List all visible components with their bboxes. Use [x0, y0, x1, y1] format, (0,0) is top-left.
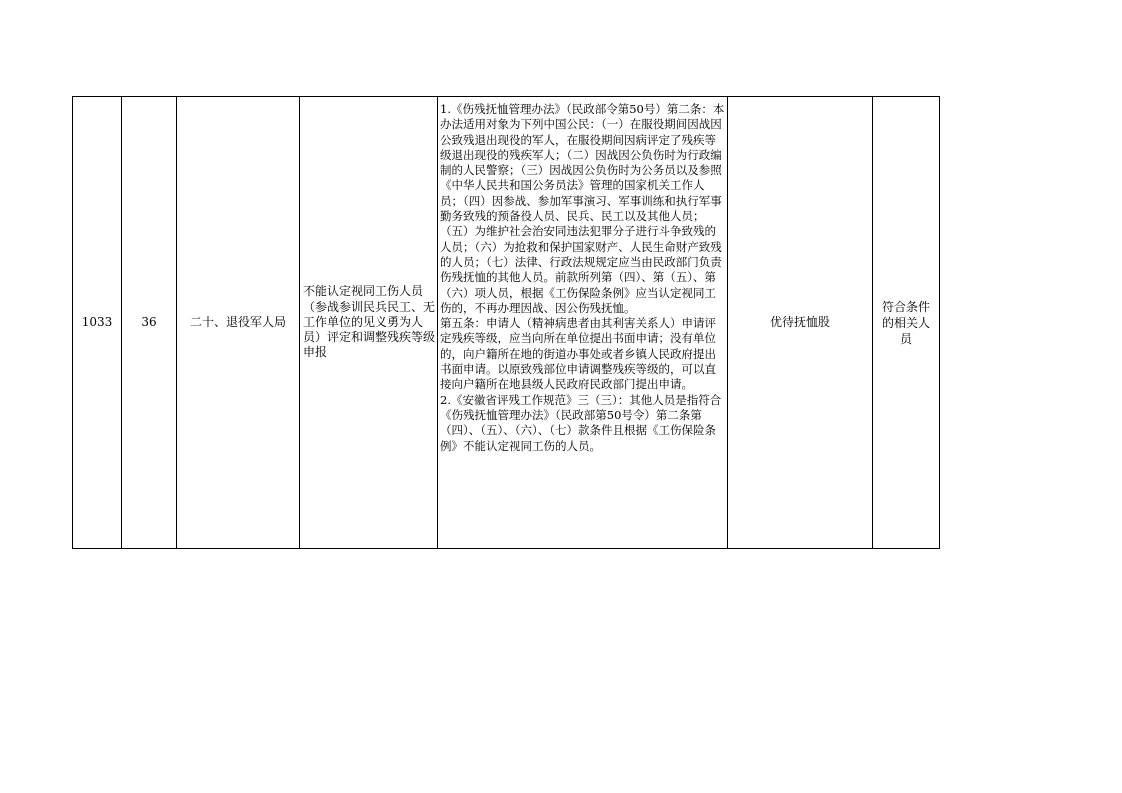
- matter-table: [72, 96, 940, 549]
- basis-paragraph-2: 第五条：申请人（精神病患者由其利害关系人）申请评定残疾等级，应当向所在单位提出书面申请；没有单位的，向户籍所在地的街道办事处或者乡镇人民政府提出书面申请。以原致残部位申请调整残疾等级的，可以直接向户籍所在地县级人民政府民政部门提出申请。: [440, 316, 716, 392]
- basis-paragraph-3: 2.《安徽省评残工作规范》三（三）：其他人员是指符合《伤残抚恤管理办法》（民政部第50号令）第二条第（四）、（五）、（六）、（七）款条件且根据《工伤保险条例》不能认定视同工伤的人员。: [440, 392, 722, 453]
- cell-department: 二十、退役军人局: [177, 97, 300, 549]
- cell-sub-seq: 36: [122, 97, 177, 549]
- cell-seq: 1033: [73, 97, 122, 549]
- cell-matter-name: 不能认定视同工伤人员（参战参训民兵民工、无工作单位的见义勇为人员）评定和调整残疾等级申报: [300, 97, 438, 549]
- table-row: [73, 97, 940, 549]
- basis-paragraph-1: 1.《伤残抚恤管理办法》（民政部令第50号）第二条：本办法适用对象为下列中国公民：（一）在服役期间因战因公致残退出现役的军人，在服役期间因病评定了残疾等级退出现役的残疾军人；（二）因战因公负伤时为行政编制的人民警察；（三）因战因公负伤时为公务员以及参照《中华人民共和国公务员法》管理的国家机关工作人员；（四）因参战、参加军事演习、军事训练和执行军事勤务致残的预备役人员、民兵、民工以及其他人员；（五）为维护社会治安同违法犯罪分子进行斗争致残的人员；（六）为抢救和保护国家财产、人民生命财产致残的人员；（七）法律、行政法规规定应当由民政部门负责伤残抚恤的其他人员。前款所列第（四）、第（五）、第（六）项人员，根据《工伤保险条例》应当认定视同工伤的，不再办理因战、因公伤残抚恤。: [440, 102, 725, 315]
- cell-office: 优待抚恤股: [728, 97, 873, 549]
- cell-target: 符合条件的相关人员: [873, 97, 940, 549]
- cell-legal-basis: [438, 97, 728, 549]
